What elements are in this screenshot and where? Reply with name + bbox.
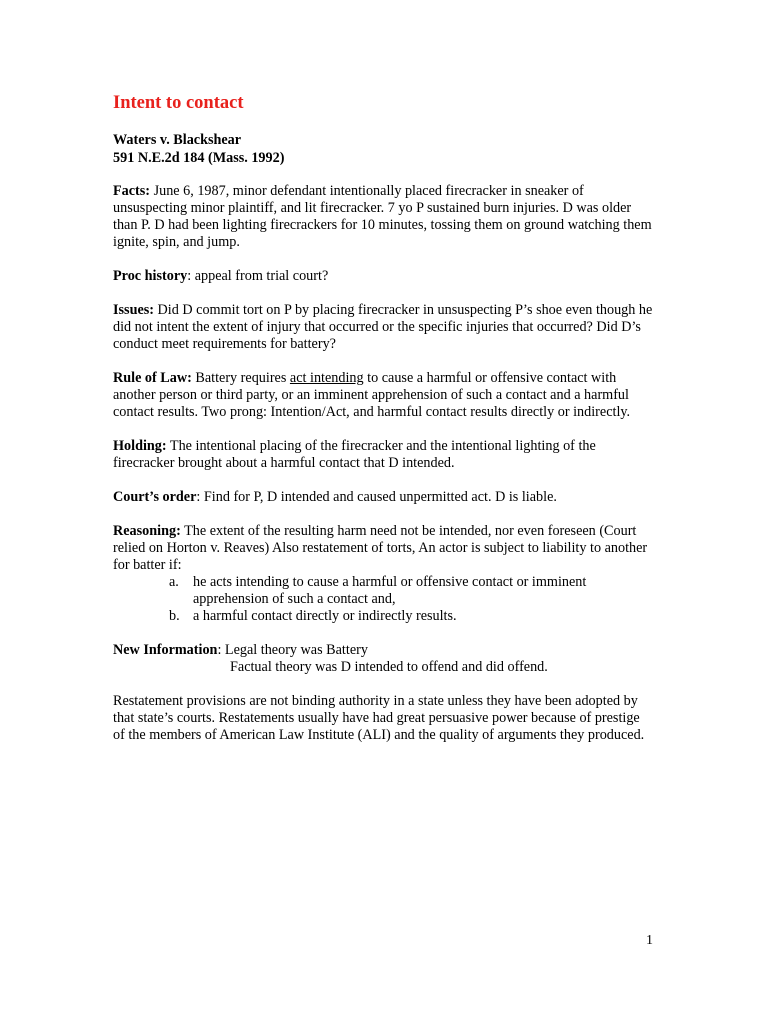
list-item — [113, 608, 653, 625]
new-info-label: New Information — [113, 642, 218, 658]
facts-text: June 6, 1987, minor defendant intentionally placed firecracker in sneaker of unsuspecting minor plaintiff, and lit firecracker. 7 yo P sustained burn injuries. D was older than P. D had been lighting firecrackers for 10 minutes, tossing them on ground watching them ignite, spin, and jump. — [113, 183, 652, 250]
facts-label: Facts: — [113, 183, 151, 199]
document-body — [113, 92, 653, 761]
rule-label: Rule of Law: — [113, 370, 192, 386]
rule-text-post: to cause a harmful or offensive contact with another person or third party, or an imminent apprehension of such a contact and a harmful contact results. Two prong: Intention/Act, and harmful contact results directly or indirectly. — [113, 370, 631, 420]
list-item-text: he acts intending to cause a harmful or offensive contact or imminent apprehension of such a contact and, — [193, 574, 587, 607]
issues-text: Did D commit tort on P by placing firecracker in unsuspecting P’s shoe even though he did not intent the extent of injury that occurred or the specific injuries that occurred? Did D’s conduct meet requirements for battery? — [113, 302, 653, 352]
issues-label: Issues: — [113, 302, 154, 318]
new-information-block — [113, 642, 653, 676]
reasoning-list — [113, 574, 653, 625]
page-title: Intent to contact — [113, 93, 244, 113]
facts-paragraph — [113, 183, 653, 251]
case-citation: 591 N.E.2d 184 (Mass. 1992) — [113, 150, 285, 166]
issues-paragraph — [113, 302, 653, 353]
holding-paragraph — [113, 438, 653, 472]
reasoning-paragraph — [113, 523, 653, 574]
order-text: : Find for P, D intended and caused unpermitted act. D is liable. — [196, 489, 557, 505]
list-marker: b. — [169, 608, 180, 624]
proc-history-paragraph — [113, 268, 653, 285]
order-label: Court’s order — [113, 489, 197, 505]
rule-underlined-text: act intending — [289, 370, 364, 386]
new-info-text-2: Factual theory was D intended to offend and did offend. — [230, 659, 548, 675]
case-heading — [113, 131, 653, 167]
proc-history-text: : appeal from trial court? — [187, 268, 329, 284]
list-item-text: a harmful contact directly or indirectly results. — [193, 608, 457, 624]
rule-of-law-paragraph — [113, 370, 653, 421]
reasoning-text: The extent of the resulting harm need not be intended, nor even foreseen (Court relied on Horton v. Reaves) Also restatement of torts, An actor is subject to liability to another for batter if: — [113, 523, 648, 573]
list-item — [113, 574, 653, 608]
holding-text: The intentional placing of the firecracker and the intentional lighting of the firecracker brought about a harmful contact that D intended. — [113, 438, 596, 471]
proc-history-label: Proc history — [113, 268, 188, 284]
new-info-text-1: : Legal theory was Battery — [217, 642, 368, 658]
rule-text-pre: Battery requires — [191, 370, 290, 386]
case-name: Waters v. Blackshear — [113, 132, 242, 148]
holding-label: Holding: — [113, 438, 167, 454]
new-info-line-1 — [113, 642, 653, 659]
page-number: 1 — [646, 933, 653, 948]
court-order-paragraph — [113, 489, 653, 506]
restatement-note-paragraph: Restatement provisions are not binding authority in a state unless they have been adopted by that state’s courts. Restatements usually have had great persuasive power because of prestige of the members of American Law Institute (ALI) and the quality of arguments they produced. — [113, 693, 645, 743]
list-marker: a. — [169, 574, 179, 590]
reasoning-label: Reasoning: — [113, 523, 181, 539]
